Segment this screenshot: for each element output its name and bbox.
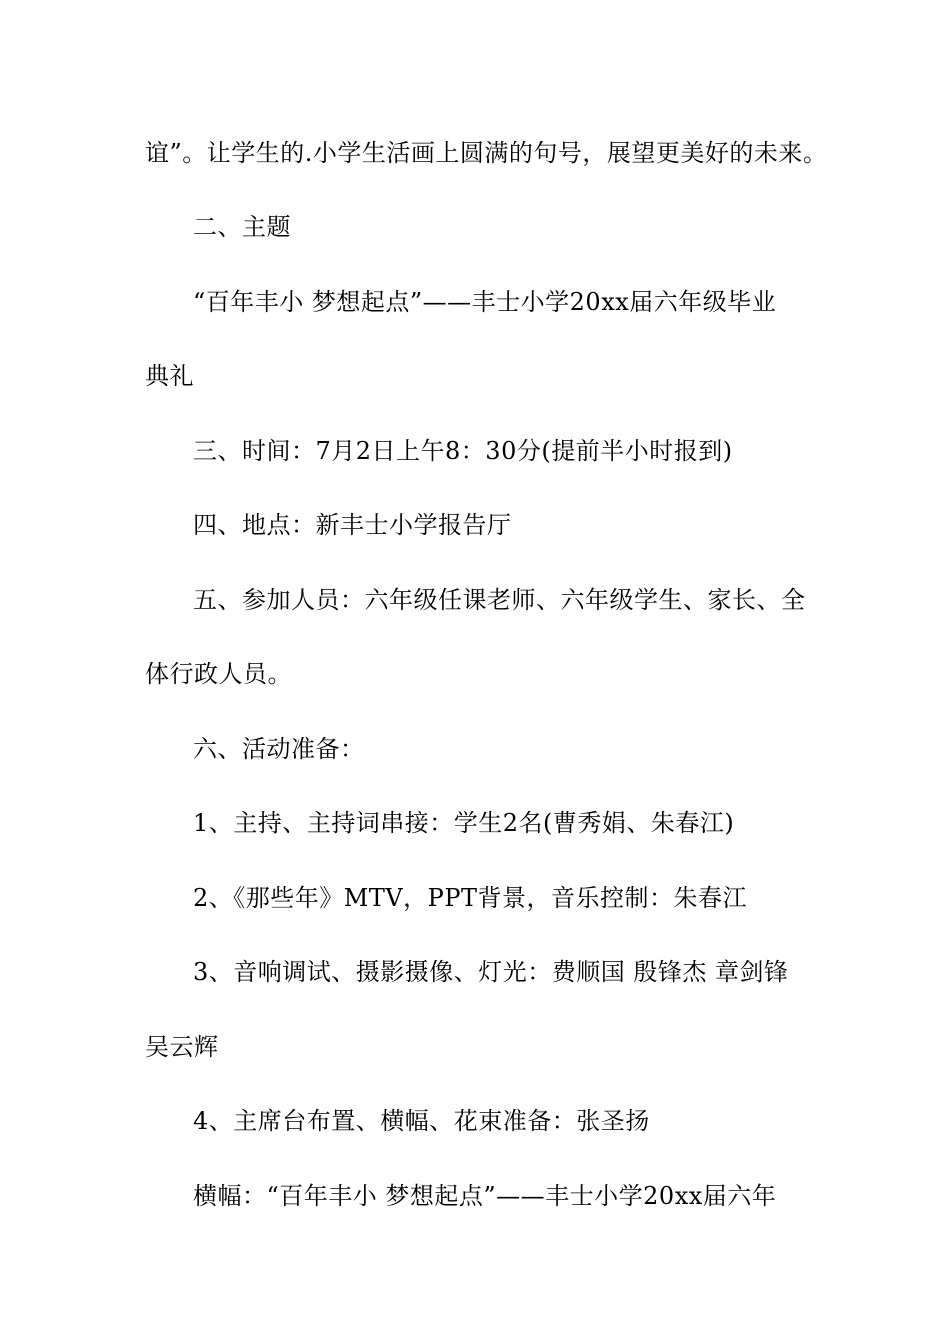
prep-item-4: 4、主席台布置、横幅、花束准备：张圣扬 — [193, 1107, 650, 1135]
prep-item-2: 2、《那些年》MTV，PPT背景，音乐控制：朱春江 — [193, 884, 747, 912]
text-line-continuation: 谊”。让学生的.小学生活画上圆满的句号，展望更美好的未来。 — [145, 139, 828, 167]
section-location: 四、地点：新丰士小学报告厅 — [193, 511, 512, 539]
section-time: 三、时间：7月2日上午8：30分(提前半小时报到) — [193, 437, 733, 465]
theme-text: “百年丰小 梦想起点”——丰士小学20xx届六年级毕业 — [193, 288, 777, 316]
section-participants-continuation: 体行政人员。 — [145, 660, 292, 688]
section-preparation: 六、活动准备： — [193, 735, 365, 763]
prep-item-3-continuation: 吴云辉 — [145, 1033, 219, 1061]
theme-text-continuation: 典礼 — [145, 362, 194, 390]
prep-item-1: 1、主持、主持词串接：学生2名(曹秀娟、朱春江) — [193, 809, 735, 837]
banner-text: 横幅：“百年丰小 梦想起点”——丰士小学20xx届六年 — [193, 1182, 777, 1210]
prep-item-3: 3、音响调试、摄影摄像、灯光：费顺国 殷锋杰 章剑锋 — [193, 958, 789, 986]
section-heading-theme: 二、主题 — [193, 213, 291, 241]
section-participants: 五、参加人员：六年级任课老师、六年级学生、家长、全 — [193, 586, 806, 614]
